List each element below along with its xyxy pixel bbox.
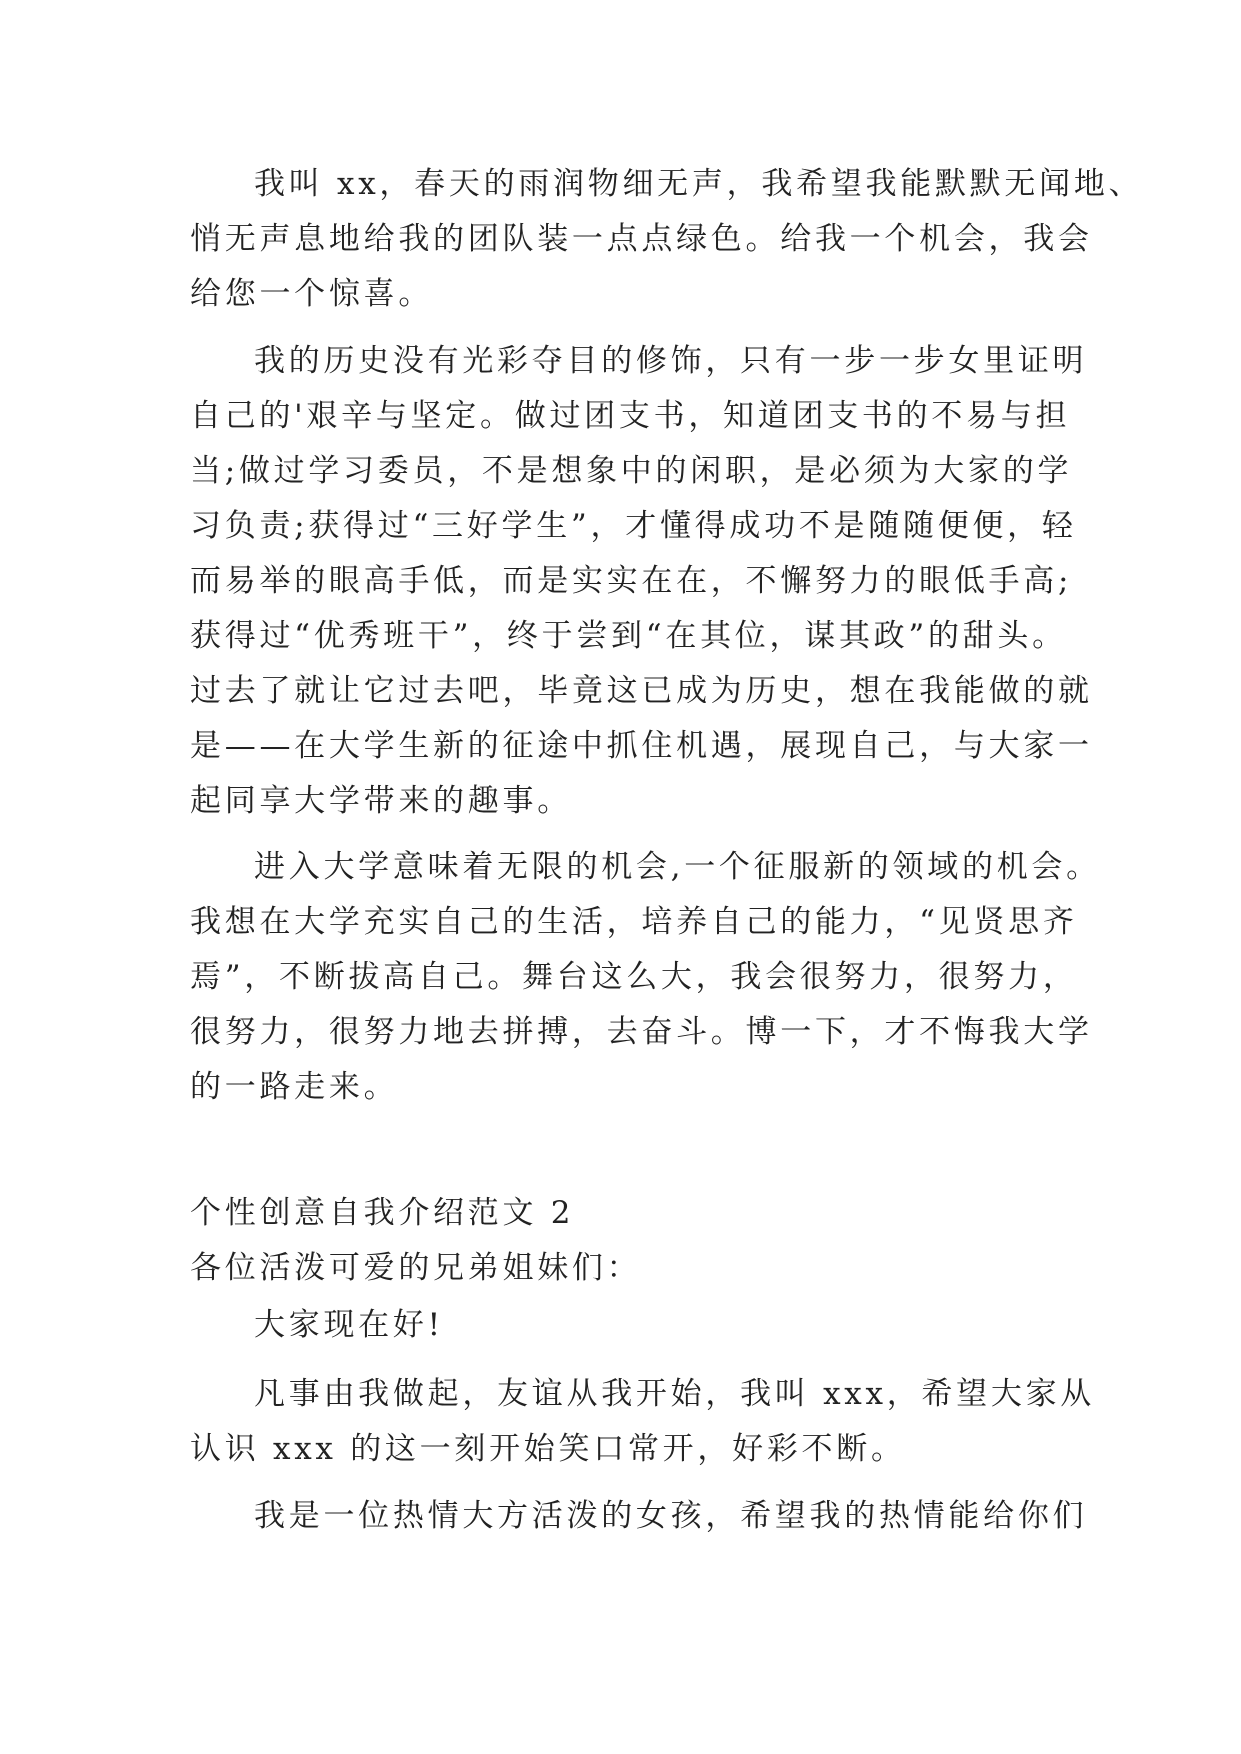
greeting: 大家现在好!: [254, 1307, 444, 1343]
paragraph-1-line-2: 悄无声息地给我的团队装一点点绿色。给我一个机会，我会: [190, 221, 1093, 257]
paragraph-4-line-2: 认识 xxx 的这一刻开始笑口常开，好彩不断。: [190, 1431, 906, 1467]
paragraph-4-line-1: 凡事由我做起，友谊从我开始，我叫 xxx，希望大家从: [254, 1376, 1096, 1412]
paragraph-3-line-1: 进入大学意味着无限的机会,一个征服新的领域的机会。: [254, 849, 1101, 885]
paragraph-2-line-2: 自己的'艰辛与坚定。做过团支书，知道团支书的不易与担: [190, 398, 1071, 434]
paragraph-2-line-3: 当;做过学习委员，不是想象中的闲职，是必须为大家的学: [190, 453, 1073, 489]
paragraph-3-line-3: 焉”，不断拔高自己。舞台这么大，我会很努力，很努力，: [190, 959, 1078, 995]
paragraph-2-line-9: 起同享大学带来的趣事。: [190, 783, 572, 819]
paragraph-2-line-4: 习负责;获得过“三好学生”，才懂得成功不是随随便便，轻: [190, 508, 1077, 544]
paragraph-2-line-7: 过去了就让它过去吧，毕竟这已成为历史，想在我能做的就: [190, 673, 1093, 709]
paragraph-1-line-3: 给您一个惊喜。: [190, 276, 434, 312]
paragraph-5-line-1: 我是一位热情大方活泼的女孩，希望我的热情能给你们: [254, 1498, 1088, 1534]
paragraph-3-line-2: 我想在大学充实自己的生活，培养自己的能力，“见贤思齐: [190, 904, 1078, 940]
paragraph-2-line-6: 获得过“优秀班干”，终于尝到“在其位，谋其政”的甜头。: [190, 618, 1067, 654]
paragraph-2-line-5: 而易举的眼高手低，而是实实在在，不懈努力的眼低手高;: [190, 563, 1073, 599]
section-title: 个性创意自我介绍范文 2: [190, 1195, 575, 1231]
paragraph-2-line-1: 我的历史没有光彩夺目的修饰，只有一步一步女里证明: [254, 343, 1088, 379]
paragraph-2-line-8: 是——在大学生新的征途中抓住机遇，展现自己，与大家一: [190, 728, 1093, 764]
paragraph-3-line-5: 的一路走来。: [190, 1069, 399, 1105]
salutation: 各位活泼可爱的兄弟姐妹们：: [190, 1250, 642, 1286]
paragraph-1-line-1: 我叫 xx，春天的雨润物细无声，我希望我能默默无闻地、: [254, 166, 1144, 202]
paragraph-3-line-4: 很努力，很努力地去拼搏，去奋斗。博一下，才不悔我大学: [190, 1014, 1093, 1050]
